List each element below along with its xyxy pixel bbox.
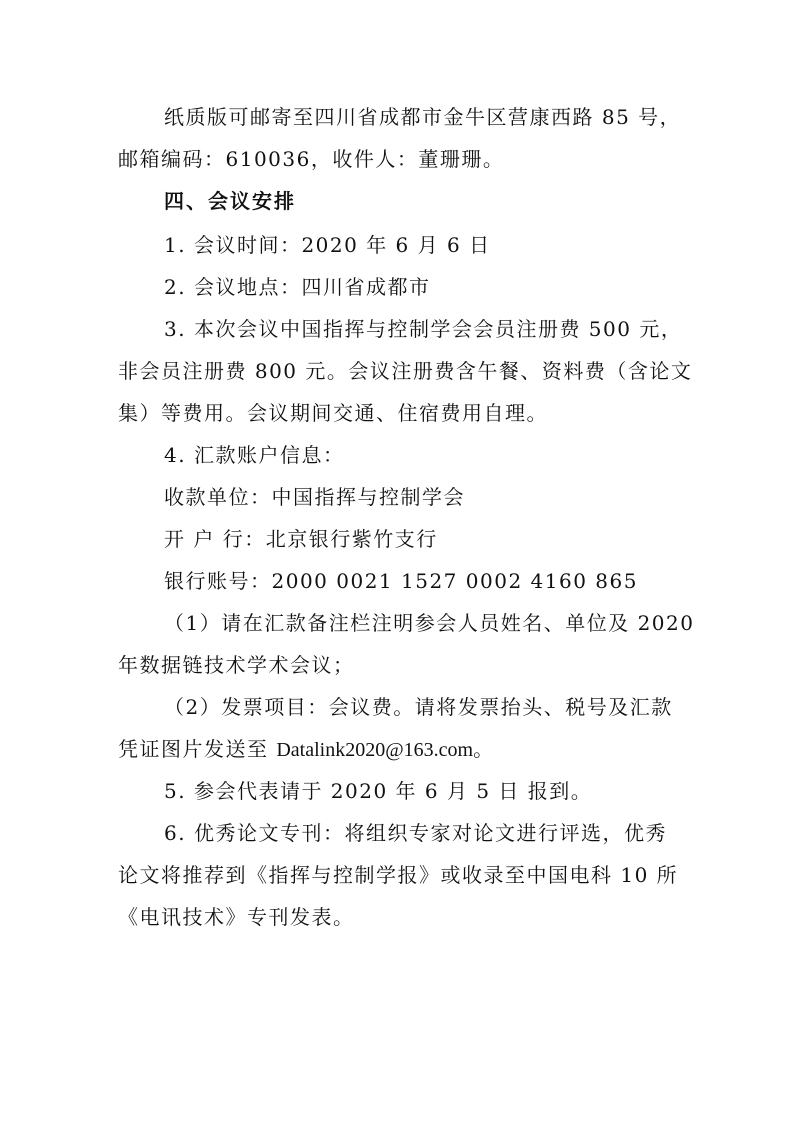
mail-address-line-2: 邮箱编码：610036，收件人：董珊珊。 bbox=[118, 147, 505, 171]
invoice-note-suffix: 。 bbox=[473, 737, 495, 761]
excellent-paper-line-2: 论文将推荐到《指挥与控制学报》或收录至中国电科 10 所 bbox=[118, 863, 679, 887]
meeting-place: 2. 会议地点：四川省成都市 bbox=[164, 275, 431, 299]
check-in-date: 5. 参会代表请于 2020 年 6 月 5 日 报到。 bbox=[164, 779, 593, 803]
bank-account-number: 银行账号：2000 0021 1527 0002 4160 865 bbox=[164, 569, 638, 593]
invoice-note-prefix: 凭证图片发送至 bbox=[118, 737, 277, 761]
mail-address-line-1: 纸质版可邮寄至四川省成都市金牛区营康西路 85 号， bbox=[164, 105, 682, 129]
registration-fee-line-3: 集）等费用。会议期间交通、住宿费用自理。 bbox=[118, 401, 548, 425]
excellent-paper-line-1: 6. 优秀论文专刊：将组织专家对论文进行评选，优秀 bbox=[164, 821, 667, 845]
invoice-note-line-2 bbox=[118, 735, 495, 764]
contact-email: Datalink2020@163.com bbox=[276, 739, 474, 761]
payee: 收款单位：中国指挥与控制学会 bbox=[164, 485, 465, 509]
registration-fee-line-1: 3. 本次会议中国指挥与控制学会会员注册费 500 元， bbox=[164, 317, 683, 341]
invoice-note-line-1: （2）发票项目：会议费。请将发票抬头、税号及汇款 bbox=[164, 695, 673, 719]
remittance-note-1-line-1: （1）请在汇款备注栏注明参会人员姓名、单位及 2020 bbox=[164, 611, 695, 635]
bank-branch: 开 户 行：北京银行紫竹支行 bbox=[164, 527, 438, 551]
registration-fee-line-2: 非会员注册费 800 元。会议注册费含午餐、资料费（含论文 bbox=[118, 359, 693, 383]
remittance-note-1-line-2: 年数据链技术学术会议； bbox=[118, 653, 355, 677]
account-info-title: 4. 汇款账户信息： bbox=[164, 443, 345, 467]
excellent-paper-line-3: 《电讯技术》专刊发表。 bbox=[118, 905, 355, 929]
meeting-time: 1. 会议时间：2020 年 6 月 6 日 bbox=[164, 233, 491, 257]
section-heading: 四、会议安排 bbox=[164, 189, 296, 213]
